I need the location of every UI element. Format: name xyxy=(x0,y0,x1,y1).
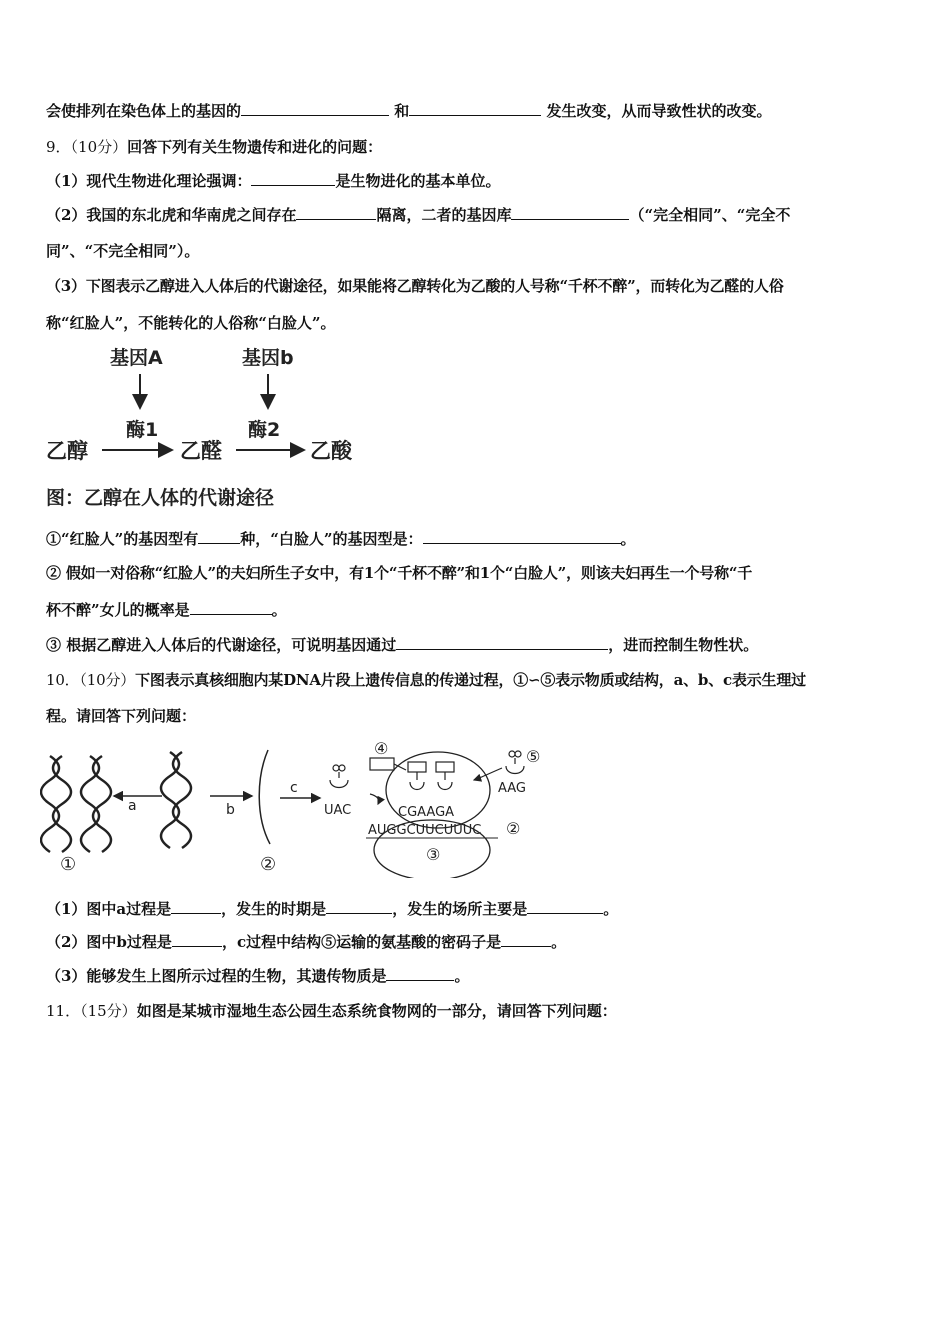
structure-4-label: ④ xyxy=(374,739,389,758)
codons-label: CGAAGA xyxy=(398,805,455,820)
acetaldehyde-label: 乙醛 xyxy=(180,439,222,463)
ethanol-metabolism-svg xyxy=(40,338,370,516)
text-segment: ，c过程中结构⑤运输的氨基酸的密码子是 xyxy=(221,933,502,951)
structure-2-label: ② xyxy=(260,854,277,875)
figure-caption: 图：乙醇在人体的代谢途径 xyxy=(46,487,275,509)
question-number: 10．（10分） xyxy=(46,671,136,689)
answer-blank[interactable] xyxy=(396,635,608,650)
question-9-s2-cont xyxy=(46,600,287,620)
trna-exit-arrow xyxy=(370,794,379,804)
enzyme-1-label: 酶1 xyxy=(126,419,159,441)
answer-blank[interactable] xyxy=(296,205,376,220)
question-9-title xyxy=(46,137,382,157)
answer-blank[interactable] xyxy=(198,529,240,544)
text-segment: 同”、“不完全相同”）。 xyxy=(46,242,200,260)
answer-blank[interactable] xyxy=(386,966,454,981)
answer-blank[interactable] xyxy=(527,899,603,914)
answer-blank[interactable] xyxy=(326,899,392,914)
text-segment: 种，“白脸人”的基因型是： xyxy=(240,530,423,548)
text-segment: （2）我国的东北虎和华南虎之间存在 xyxy=(46,206,297,224)
question-10-title-cont xyxy=(46,706,196,726)
answer-blank[interactable] xyxy=(251,171,335,186)
answer-blank[interactable] xyxy=(511,205,629,220)
structure-4-peptide xyxy=(370,758,394,770)
text-segment: 发生改变，从而导致性状的改变。 xyxy=(546,102,772,120)
text-segment: 。 xyxy=(551,933,567,951)
answer-blank[interactable] xyxy=(409,101,541,116)
text-segment: 隔离，二者的基因库 xyxy=(376,206,512,224)
text-line-1 xyxy=(46,101,772,121)
answer-blank[interactable] xyxy=(190,600,272,615)
question-text: 程。请回答下列问题： xyxy=(46,707,197,725)
structure-1-label: ① xyxy=(60,854,77,875)
daughter-dna-left xyxy=(41,756,71,852)
structure-5-trna xyxy=(506,751,524,774)
ribosome-trnas xyxy=(408,762,454,790)
question-number: 9．（10分） xyxy=(46,138,128,156)
question-text: 回答下列有关生物遗传和进化的问题： xyxy=(127,138,383,156)
question-9-3-cont xyxy=(46,313,336,333)
answer-blank[interactable] xyxy=(241,101,389,116)
structure-5-label: ⑤ xyxy=(526,747,541,766)
question-9-2 xyxy=(46,205,790,225)
text-segment: 。 xyxy=(271,601,287,619)
anticodon-label: UAC xyxy=(324,803,352,818)
acetic-acid-label: 乙酸 xyxy=(310,439,352,463)
ethanol-metabolism-figure xyxy=(40,338,370,516)
text-segment: 和 xyxy=(394,102,410,120)
enzyme-2-label: 酶2 xyxy=(248,419,281,441)
released-trna xyxy=(330,765,348,788)
text-segment: ，进而控制生物性状。 xyxy=(608,636,759,654)
text-segment: 会使排列在染色体上的基因的 xyxy=(46,102,242,120)
text-segment: 是生物进化的基本单位。 xyxy=(335,172,501,190)
text-segment: ，发生的场所主要是 xyxy=(392,900,528,918)
text-segment: （3）能够发生上图所示过程的生物，其遗传物质是 xyxy=(46,967,387,985)
question-text: 如图是某城市湿地生态公园生态系统食物网的一部分，请回答下列问题： xyxy=(136,1002,617,1020)
answer-blank[interactable] xyxy=(171,899,221,914)
question-number: 11．（15分） xyxy=(46,1002,137,1020)
question-9-s3 xyxy=(46,635,758,655)
gene-b-label: 基因b xyxy=(242,347,294,369)
answer-blank[interactable] xyxy=(172,932,222,947)
question-11-title xyxy=(46,1001,617,1021)
process-a-label: a xyxy=(128,798,137,814)
structure-3-label: ③ xyxy=(426,845,441,864)
question-text: 下图表示真核细胞内某DNA片段上遗传信息的传递过程，①∽⑤表示物质或结构，a、b、c表示生理过 xyxy=(135,671,806,689)
question-9-s2 xyxy=(46,563,752,583)
process-b-label: b xyxy=(226,802,235,818)
gene-expression-svg xyxy=(40,738,560,878)
daughter-dna-right xyxy=(81,756,111,852)
trna5-anticodon-label: AAG xyxy=(498,781,526,796)
text-segment: ② 假如一对俗称“红脸人”的夫妇所生子女中，有1个“千杯不醉”和1个“白脸人”，则该夫妇再生一个号称“千 xyxy=(46,564,753,582)
structure-2b-label: ② xyxy=(506,819,521,838)
text-segment: 。 xyxy=(454,967,470,985)
process-c-label: c xyxy=(290,780,298,796)
question-9-3 xyxy=(46,276,784,296)
mrna-strand-2 xyxy=(259,750,270,844)
text-segment: 杯不醉”女儿的概率是 xyxy=(46,601,190,619)
gene-a-label: 基因A xyxy=(110,347,163,369)
text-segment: （3）下图表示乙醇进入人体后的代谢途径，如果能将乙醇转化为乙酸的人号称“千杯不醉”，而转化为乙醛的人俗 xyxy=(46,277,784,295)
question-10-title xyxy=(46,670,806,690)
text-segment: （2）图中b过程是 xyxy=(46,933,172,951)
text-segment: 称“红脸人”，不能转化的人俗称“白脸人”。 xyxy=(46,314,336,332)
question-10-2 xyxy=(46,932,566,952)
answer-blank[interactable] xyxy=(501,932,551,947)
text-segment: （1）图中a过程是 xyxy=(46,900,172,918)
text-segment: ①“红脸人”的基因型有 xyxy=(46,530,199,548)
question-9-s1 xyxy=(46,529,636,549)
text-segment: 。 xyxy=(603,900,619,918)
question-9-2-cont xyxy=(46,241,199,261)
parent-dna xyxy=(161,752,191,848)
question-10-1 xyxy=(46,899,618,919)
text-segment: 。 xyxy=(620,530,636,548)
answer-blank[interactable] xyxy=(423,529,621,544)
gene-expression-figure xyxy=(40,738,560,878)
question-10-3 xyxy=(46,966,469,986)
text-segment: （“完全相同”、“完全不 xyxy=(629,206,791,224)
question-9-1 xyxy=(46,171,500,191)
mrna-sequence: AUGGCUUCUUUC xyxy=(368,823,482,838)
text-segment: ，发生的时期是 xyxy=(221,900,327,918)
ethanol-label: 乙醇 xyxy=(46,439,88,463)
text-segment: ③ 根据乙醇进入人体后的代谢途径，可说明基因通过 xyxy=(46,636,397,654)
text-segment: （1）现代生物进化理论强调： xyxy=(46,172,252,190)
